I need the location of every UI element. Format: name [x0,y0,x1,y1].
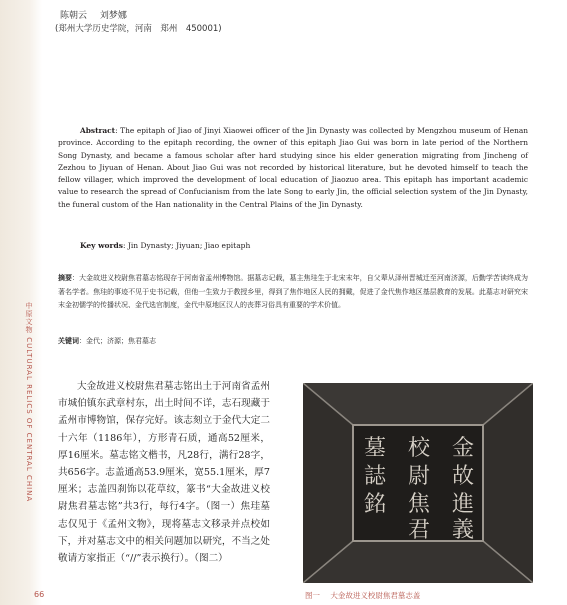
seal-character: 焦 [407,492,431,517]
journal-name-en: CULTURAL RELICS OF CENTRAL CHINA [25,337,33,503]
figure-caption-text: 大金故进义校尉焦君墓志盖 [330,591,421,600]
seal-character: 銘 [363,492,387,517]
seal-character: 金 [451,436,475,461]
keywords-text: : Jin Dynasty; Jiyuan; Jiao epitaph [122,241,251,250]
epitaph-cover-rubbing [303,383,533,583]
journal-name-cn: 中原文物 [25,302,33,334]
chinese-abstract-label: 摘要 [58,274,73,282]
chinese-abstract-text: ：大金故进义校尉焦君墓志铭现存于河南省孟州博物馆。据墓志记载，墓主焦珪生于北宋末年，自父辈从泽州晋城迁至河南济源，后勤学苦读终成为著名学者。焦珪的事迹不见于史书记载，但他一生致力于教授乡里，得到了焦作地区人民的拥戴，促进了金代焦作地区基层教育的发展。此墓志对研究宋末金初儒学的传播状况、金代选官制度，金代中原地区汉人的丧葬习俗具有重要的学术价值。 [58,274,528,309]
chinese-abstract [58,272,528,313]
seal-character: 尉 [407,464,431,489]
seal-character: 誌 [363,464,387,489]
seal-character: 墓 [363,436,387,461]
author-name: 刘梦娜 [99,11,127,21]
chinese-keywords-label: 关键词 [58,337,79,345]
authors [60,8,127,21]
abstract-text: : The epitaph of Jiao of Jinyi Xiaowei officer of the Jin Dynasty was collected by Mengzhou museum of Henan province. According to the epitaph recording, the owner of this epitaph Jiao Gui was born in late period of the Northern Song Dynasty, and became a famous scholar after hard studying since his elder generation migrating from Jincheng of Zezhou to Jiyuan of Henan. About Jiao Gui was not recorded by historical literature, but he devoted himself to teach the fellow villager, which improved the development of local education of Jiaozuo area. This epitaph has important academic value to research the spread of Confucianism from the late Song to early Jin, the official selection system of the Jin Dynasty, the funeral custom of the Han nationality in the Central Plains of the Jin Dynasty. [58,126,528,209]
figure-number: 图一 [305,591,320,600]
rubbing-image [303,383,533,583]
body-paragraph: 大金故进义校尉焦君墓志铭出土于河南省孟州市城伯镇东武章村东，出土时间不详，志石现藏于孟州市博物馆，保存完好。该志刻立于金代大定二十六年（1186年），方形青石质，通高52厘米，厚16厘米。墓志铭文楷书，凡28行，满行28字，共656字。志盖通高53.9厘米，宽55.1厘米，厚7厘米；志盖四刹饰以花草纹，篆书“大金故进义校尉焦君墓志铭”共3行，每行4字。（图一）焦珪墓志仅见于《孟州文物》，现将墓志文移录并点校如下，并对墓志文中的相关问题加以研究，不当之处敬请方家指正（“//”表示换行）。（图二） [58,381,270,565]
journal-sidebar [0,0,45,605]
author-name: 陈朝云 [60,11,88,21]
chinese-keywords [58,336,528,346]
keywords-label: Key words [80,241,123,250]
figure-caption [305,590,420,601]
affiliation: (郑州大学历史学院，河南 郑州 450001) [55,24,222,34]
seal-character: 故 [451,464,475,489]
abstract-label: Abstract [80,126,116,135]
english-keywords [80,241,530,250]
seal-character: 進 [451,492,475,517]
chinese-keywords-text: ：金代；济源；焦君墓志 [79,337,156,345]
seal-character: 校 [407,436,431,461]
seal-character: 義 [451,518,475,543]
journal-name-vertical [8,302,34,572]
english-abstract [58,125,528,211]
seal-character: 君 [407,518,431,543]
page-number: 66 [34,590,45,599]
